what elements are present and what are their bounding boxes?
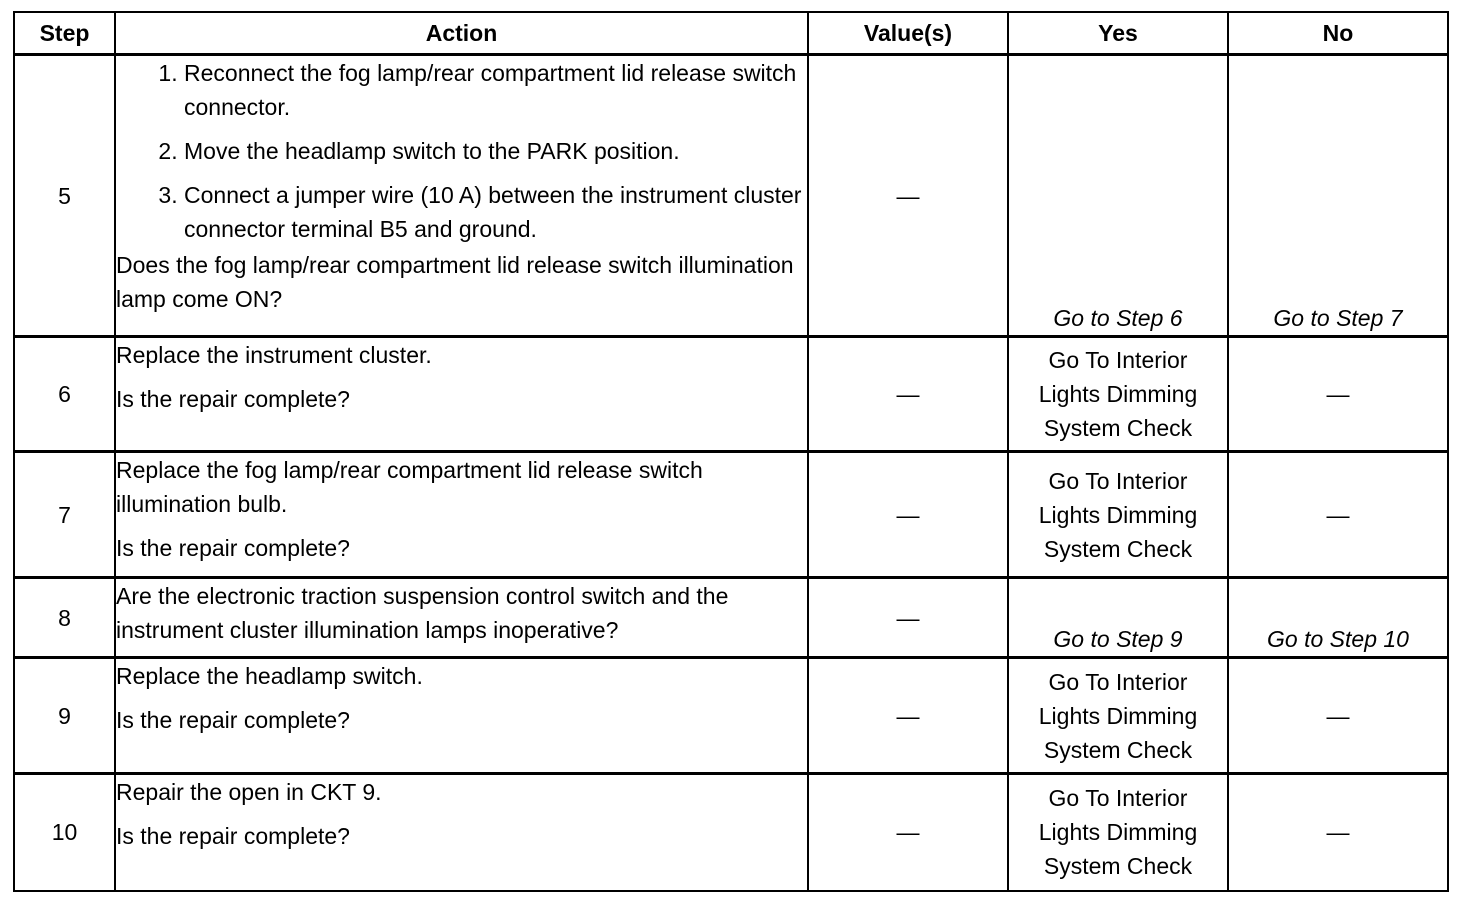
step-number: 6 <box>14 337 115 452</box>
action-cell <box>115 452 808 578</box>
no-cell: — <box>1228 774 1448 891</box>
action-cell <box>115 337 808 452</box>
action-question: Are the electronic traction suspension control switch and the instrument cluster illumination lamps inoperative? <box>116 583 729 643</box>
diagnostic-table <box>13 11 1449 892</box>
yes-cell: Go to Step 6 <box>1008 55 1228 337</box>
action-cell <box>115 55 808 337</box>
yes-cell <box>1008 337 1228 452</box>
header-row <box>14 12 1448 55</box>
value-cell: — <box>808 452 1008 578</box>
step-number: 10 <box>14 774 115 891</box>
step-number: 5 <box>14 55 115 337</box>
no-cell: — <box>1228 337 1448 452</box>
yes-line: Lights Dimming <box>1038 381 1198 407</box>
yes-cell <box>1008 774 1228 891</box>
action-question: Does the fog lamp/rear compartment lid release switch illumination lamp come ON? <box>116 252 794 312</box>
header-action: Action <box>115 12 808 55</box>
yes-line: Go To Interior <box>1048 668 1188 695</box>
action-text: Replace the headlamp switch. <box>116 663 423 689</box>
step-number: 8 <box>14 578 115 658</box>
value-cell: — <box>808 337 1008 452</box>
yes-line: Go To Interior <box>1048 347 1188 373</box>
yes-cell: Go to Step 9 <box>1008 578 1228 658</box>
action-step-item: 2. Move the headlamp switch to the PARK position. <box>184 134 807 168</box>
yes-line: Lights Dimming <box>1038 501 1198 528</box>
action-question: Is the repair complete? <box>116 386 350 412</box>
no-cell: Go to Step 10 <box>1228 578 1448 658</box>
no-cell: — <box>1228 658 1448 774</box>
table-row-step-6 <box>14 337 1448 452</box>
header-no: No <box>1228 12 1448 55</box>
action-step-item: 3. Connect a jumper wire (10 A) between the instrument cluster connector terminal B5 and ground. <box>184 178 807 246</box>
action-text: Replace the fog lamp/rear compartment lid release switch illumination bulb. <box>116 457 703 517</box>
header-values: Value(s) <box>808 12 1008 55</box>
no-cell: Go to Step 7 <box>1228 55 1448 337</box>
value-cell: — <box>808 578 1008 658</box>
yes-line: Go To Interior <box>1048 785 1188 812</box>
action-question: Is the repair complete? <box>116 823 350 849</box>
yes-line: System Check <box>1043 415 1193 441</box>
action-cell <box>115 578 808 658</box>
action-question: Is the repair complete? <box>116 535 350 561</box>
table-row-step-10 <box>14 774 1448 891</box>
table-row-step-7 <box>14 452 1448 578</box>
step-number: 7 <box>14 452 115 578</box>
yes-line: System Check <box>1043 535 1193 562</box>
step-number: 9 <box>14 658 115 774</box>
table-row-step-5 <box>14 55 1448 337</box>
value-cell: — <box>808 774 1008 891</box>
table-row-step-9 <box>14 658 1448 774</box>
header-step: Step <box>14 12 115 55</box>
no-cell: — <box>1228 452 1448 578</box>
yes-cell <box>1008 658 1228 774</box>
action-cell <box>115 658 808 774</box>
yes-line: Lights Dimming <box>1038 819 1198 846</box>
yes-line: Go To Interior <box>1048 467 1188 494</box>
header-yes: Yes <box>1008 12 1228 55</box>
value-cell: — <box>808 55 1008 337</box>
yes-cell <box>1008 452 1228 578</box>
action-text: Replace the instrument cluster. <box>116 342 432 368</box>
action-steps-list <box>116 56 807 246</box>
table-row-step-8 <box>14 578 1448 658</box>
yes-line: System Check <box>1043 853 1193 880</box>
yes-line: Lights Dimming <box>1038 702 1198 729</box>
action-question: Is the repair complete? <box>116 707 350 733</box>
action-step-item: 1. Reconnect the fog lamp/rear compartment lid release switch connector. <box>184 56 807 124</box>
yes-line: System Check <box>1043 736 1193 763</box>
action-text: Repair the open in CKT 9. <box>116 779 382 805</box>
action-cell <box>115 774 808 891</box>
value-cell: — <box>808 658 1008 774</box>
